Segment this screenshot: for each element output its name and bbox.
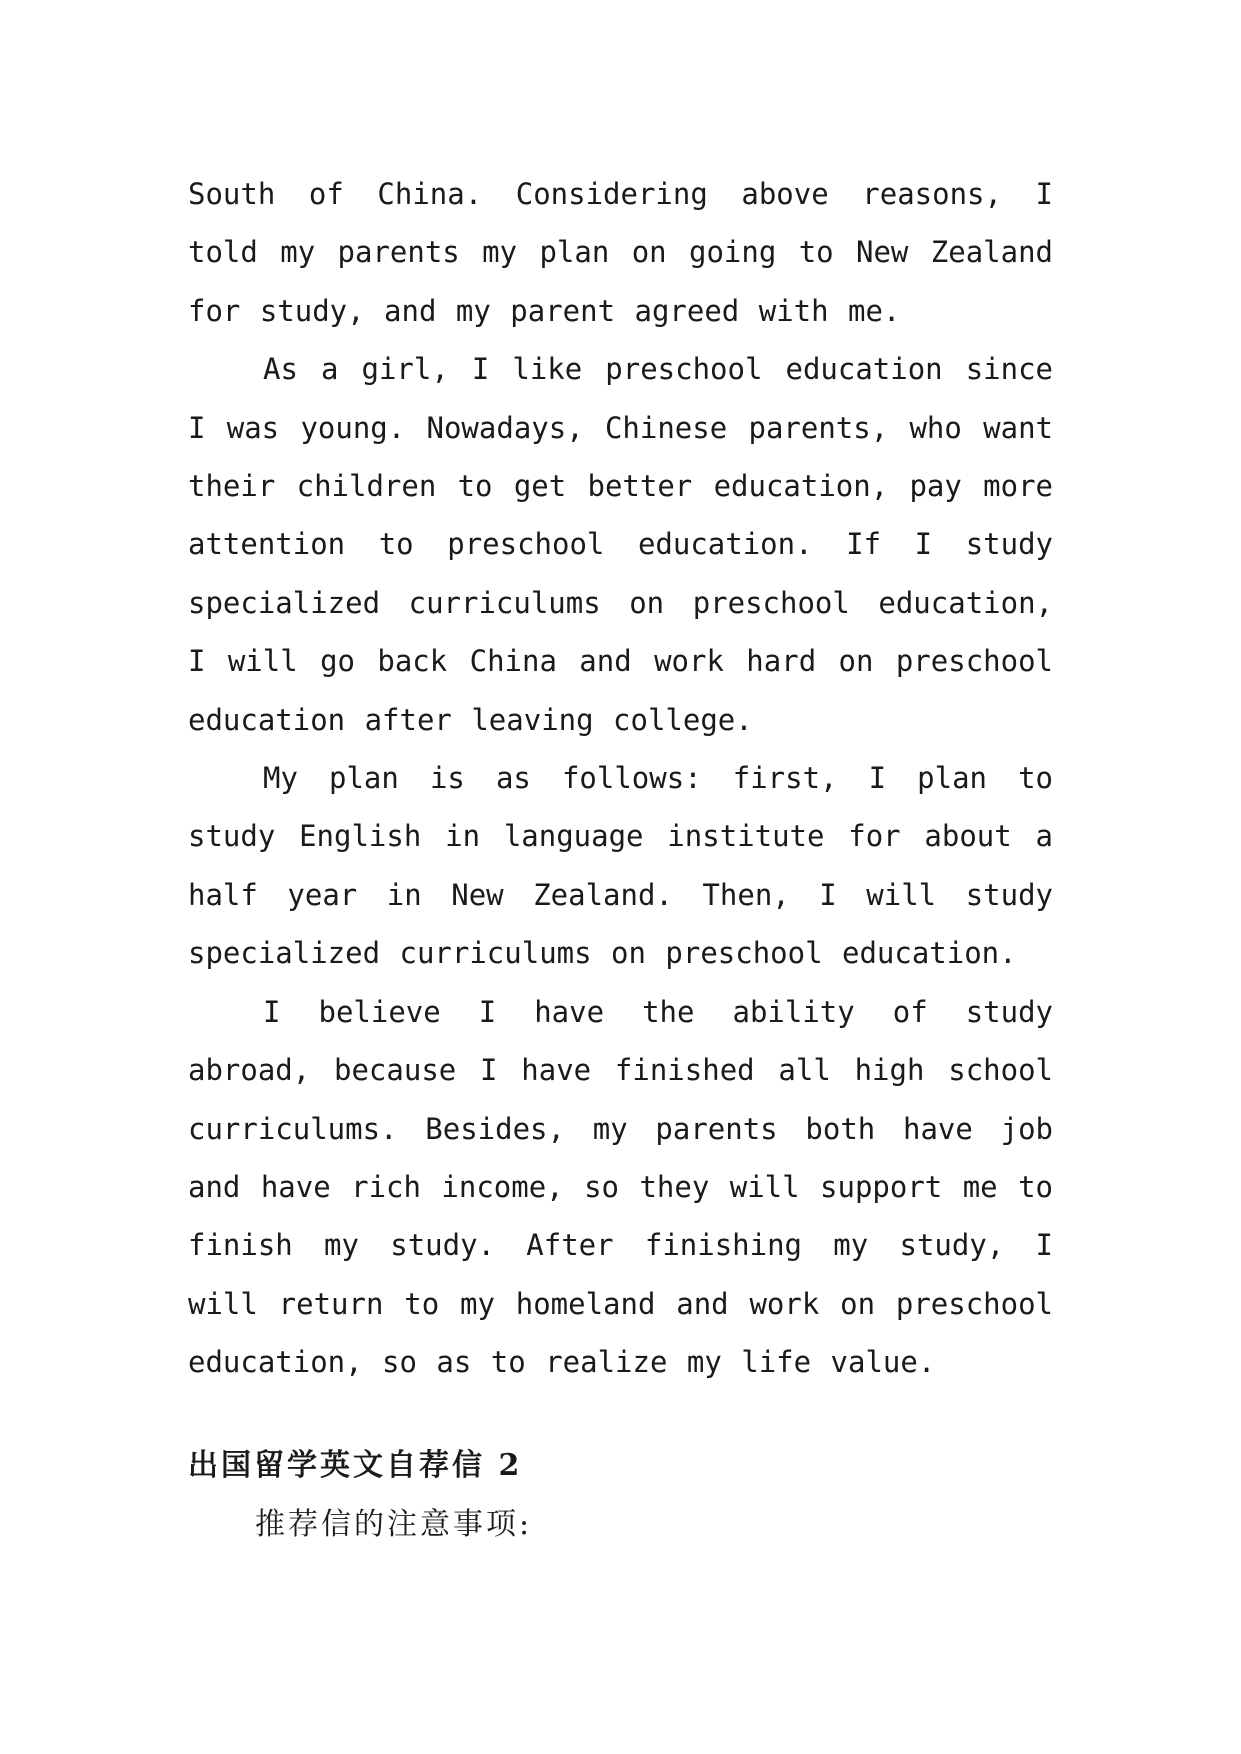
paragraph-continuation: South of China. Considering above reasons, I told my parents my plan on going to New Zealand for study, and my parent agreed with me. xyxy=(188,177,1053,328)
paragraph-preschool-interest: As a girl, I like preschool education since I was young. Nowadays, Chinese parents, who want their children to get better education, pay more attention to preschool education. If I study specialized curriculums on preschool education, I will go back China and work hard on preschool education after leaving college. xyxy=(188,352,1053,737)
section-heading: 出国留学英文自荐信 2 xyxy=(188,1448,523,1483)
paragraph-ability: I believe I have the ability of study abroad, because I have finished all high school curriculums. Besides, my parents both have job and have rich income, so they will support me to finish my study. After finishing my study, I will return to my homeland and work on preschool education, so as to realize my life value. xyxy=(188,994,1053,1380)
letter-body xyxy=(188,165,1053,1392)
section-subheading: 推荐信的注意事项: xyxy=(255,1507,533,1542)
paragraph-study-plan: My plan is as follows: first, I plan to study English in language institute for about a half year in New Zealand. Then, I will study specialized curriculums on preschool education. xyxy=(188,761,1053,971)
